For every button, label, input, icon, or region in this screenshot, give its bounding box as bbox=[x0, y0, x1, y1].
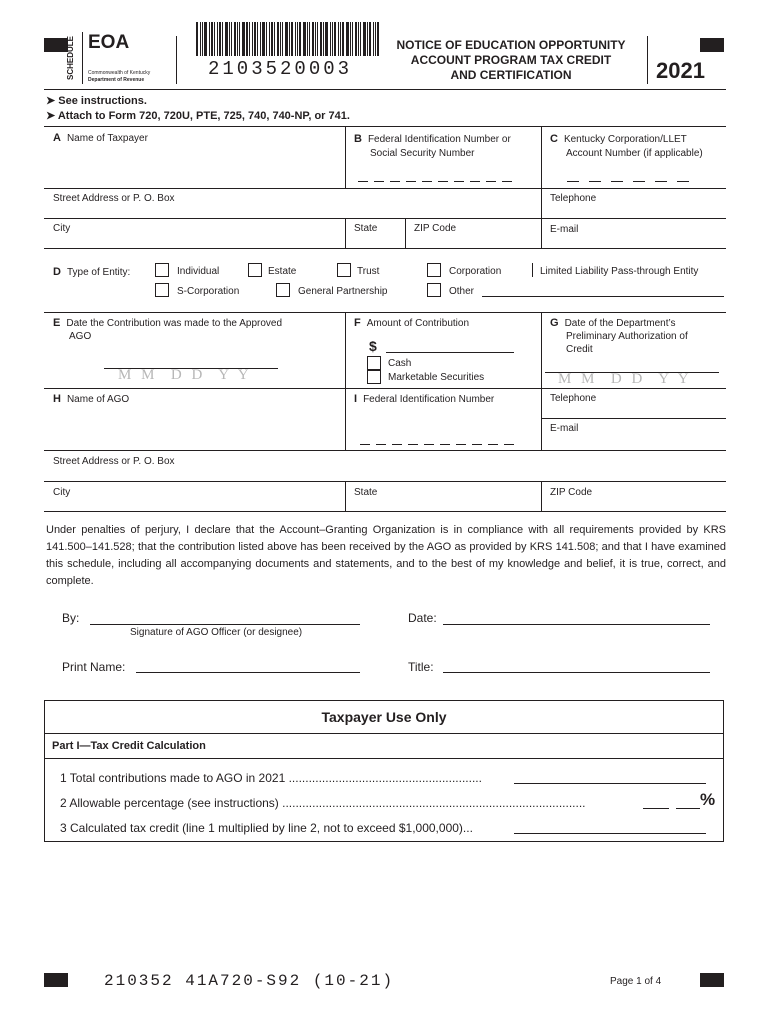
field-street-address[interactable]: Street Address or P. O. Box bbox=[53, 193, 175, 204]
barcode-bar bbox=[340, 22, 341, 56]
barcode-bar bbox=[334, 22, 336, 56]
barcode-bar bbox=[291, 22, 293, 56]
barcode-bar bbox=[325, 22, 328, 56]
taxpayer-use-title: Taxpayer Use Only bbox=[321, 709, 447, 725]
label-authorization-3: Credit bbox=[566, 344, 593, 355]
field-ago-email[interactable]: E-mail bbox=[550, 423, 579, 434]
schedule-divider bbox=[82, 32, 83, 84]
registration-mark-top-left bbox=[44, 38, 68, 52]
perjury-declaration: Under penalties of perjury, I declare that the Account–Granting Organization is in compliance with all requirements provided by KRS 141.500–141.528; that the contribution listed above has been received by the AGO as provided by KRS 141.508; and that I have examined this schedule, including all accompanying documents and statements, and to the best of my knowledge and belief, it is true, correct, and complete. bbox=[46, 524, 726, 587]
barcode-bar bbox=[209, 22, 210, 56]
checkbox-individual[interactable] bbox=[155, 263, 169, 277]
barcode-bar bbox=[266, 22, 267, 56]
letter-d: D bbox=[53, 266, 61, 278]
fein-entry-dashes[interactable] bbox=[358, 181, 512, 182]
barcode-bar bbox=[369, 22, 371, 56]
field-i-ago-fein[interactable] bbox=[354, 393, 494, 405]
line-2-input-b[interactable] bbox=[676, 796, 700, 809]
barcode-bar bbox=[242, 22, 245, 56]
barcode-bar bbox=[254, 22, 256, 56]
label-contribution-date-1: Date the Contribution was made to the Approved bbox=[66, 318, 283, 329]
barcode-bar bbox=[239, 22, 240, 56]
field-city[interactable]: City bbox=[53, 223, 71, 234]
label-trust: Trust bbox=[357, 266, 380, 277]
barcode-bar bbox=[330, 22, 331, 56]
barcode-bar bbox=[274, 22, 275, 56]
signature-caption: Signature of AGO Officer (or designee) bbox=[130, 627, 303, 638]
field-ago-telephone[interactable]: Telephone bbox=[550, 393, 597, 404]
barcode-bar bbox=[375, 22, 376, 56]
checkbox-s-corporation[interactable] bbox=[155, 283, 169, 297]
barcode-bar bbox=[222, 22, 223, 56]
rule-ago-bottom bbox=[44, 511, 726, 512]
barcode-bar bbox=[363, 22, 366, 56]
label-marketable-securities: Marketable Securities bbox=[388, 372, 485, 383]
ago-fein-entry-dashes[interactable] bbox=[360, 444, 514, 445]
form-title-line-2: ACCOUNT PROGRAM TAX CREDIT bbox=[410, 53, 612, 67]
signature-input[interactable] bbox=[90, 612, 360, 625]
label-taxpayer-name: Name of Taxpayer bbox=[66, 133, 148, 144]
rule-ago-tel-email bbox=[541, 418, 726, 419]
label-print-name: Print Name: bbox=[62, 660, 126, 674]
percent-sign: % bbox=[700, 790, 716, 809]
rule-v-city-state bbox=[345, 218, 346, 248]
instructions-line-1: ➤ See instructions. bbox=[46, 95, 147, 107]
checkbox-marketable-securities[interactable] bbox=[367, 370, 381, 384]
agency-line-2: Department of Revenue bbox=[88, 77, 145, 83]
field-ago-city[interactable]: City bbox=[53, 487, 71, 498]
label-by: By: bbox=[62, 611, 80, 625]
footer-form-code: 210352 41A720-S92 (10-21) bbox=[104, 972, 395, 990]
rule-street bbox=[44, 188, 726, 189]
barcode-bar bbox=[317, 22, 318, 56]
barcode-bar bbox=[249, 22, 250, 56]
date-input[interactable] bbox=[443, 612, 710, 625]
letter-e: E bbox=[53, 317, 61, 329]
rule-v-street-tel bbox=[541, 188, 542, 218]
line-3-calculated-credit: 3 Calculated tax credit (line 1 multiplied by line 2, not to exceed $1,000,000)... bbox=[60, 821, 473, 835]
schedule-vertical-label: SCHEDULE bbox=[66, 36, 75, 81]
authorization-date-placeholder: M M D D Y Y bbox=[558, 371, 692, 387]
field-a-taxpayer-name[interactable] bbox=[53, 132, 148, 144]
form-title bbox=[380, 38, 642, 83]
barcode-bar bbox=[262, 22, 265, 56]
label-s-corporation: S-Corporation bbox=[177, 286, 240, 297]
barcode-bar bbox=[320, 22, 322, 56]
label-ky-account-1: Kentucky Corporation/LLET bbox=[563, 134, 687, 145]
print-name-input[interactable] bbox=[136, 660, 360, 673]
letter-g: G bbox=[550, 317, 559, 329]
registration-mark-bottom-left bbox=[44, 973, 68, 987]
barcode-bar bbox=[373, 22, 374, 56]
label-contribution-date-2: AGO bbox=[69, 331, 92, 342]
barcode-bar bbox=[342, 22, 344, 56]
barcode-bar bbox=[285, 22, 288, 56]
form-title-line-1: NOTICE OF EDUCATION OPPORTUNITY bbox=[396, 38, 626, 52]
checkbox-corporation[interactable] bbox=[427, 263, 441, 277]
barcode-bar bbox=[234, 22, 236, 56]
barcode-bar bbox=[323, 22, 324, 56]
field-c-ky-account[interactable] bbox=[550, 132, 703, 161]
line-1-input[interactable] bbox=[514, 771, 706, 784]
rule-v-ago-state-zip bbox=[541, 481, 542, 511]
barcode-bar bbox=[307, 22, 308, 56]
label-ago-name: Name of AGO bbox=[66, 394, 130, 405]
year-divider bbox=[647, 36, 648, 84]
barcode-bar bbox=[295, 22, 296, 56]
label-amount: Amount of Contribution bbox=[366, 318, 470, 329]
barcode-bar bbox=[297, 22, 298, 56]
rule-v-i-tel bbox=[541, 388, 542, 450]
barcode-bar bbox=[332, 22, 333, 56]
label-individual: Individual bbox=[177, 266, 220, 277]
label-date: Date: bbox=[408, 611, 437, 625]
barcode-bar bbox=[309, 22, 310, 56]
barcode-left-bracket bbox=[176, 36, 177, 84]
ky-account-entry-dashes[interactable] bbox=[567, 181, 689, 182]
barcode-bar bbox=[252, 22, 253, 56]
rule-v-bc bbox=[541, 126, 542, 188]
form-title-line-3: AND CERTIFICATION bbox=[450, 68, 572, 82]
barcode-bar bbox=[196, 22, 198, 56]
barcode-bar bbox=[303, 22, 306, 56]
barcode-bar bbox=[211, 22, 213, 56]
field-ago-state[interactable]: State bbox=[354, 487, 378, 498]
entity-type-label bbox=[53, 266, 130, 278]
barcode-bar bbox=[260, 22, 261, 56]
line-2-input-a[interactable] bbox=[643, 796, 669, 809]
line-3-input[interactable] bbox=[514, 821, 706, 834]
barcode-bar bbox=[350, 22, 351, 56]
field-telephone[interactable]: Telephone bbox=[550, 193, 597, 204]
letter-c: C bbox=[550, 133, 558, 145]
field-e-contribution-date bbox=[53, 317, 282, 343]
registration-mark-top-right bbox=[700, 38, 724, 52]
field-h-ago-name[interactable] bbox=[53, 393, 129, 405]
label-fein-1: Federal Identification Number or bbox=[367, 134, 511, 145]
letter-f: F bbox=[354, 317, 361, 329]
amount-input[interactable] bbox=[386, 340, 514, 353]
barcode-bar bbox=[202, 22, 203, 56]
barcode-bar bbox=[377, 22, 379, 56]
rule-taxpayer-use-title bbox=[44, 733, 724, 734]
barcode-bar bbox=[269, 22, 270, 56]
checkbox-general-partnership[interactable] bbox=[276, 283, 290, 297]
barcode-bar bbox=[225, 22, 228, 56]
checkbox-other[interactable] bbox=[427, 283, 441, 297]
rule-v-fg bbox=[541, 312, 542, 388]
label-ky-account-2: Account Number (if applicable) bbox=[566, 148, 703, 159]
label-entity-type: Type of Entity: bbox=[66, 267, 131, 278]
registration-mark-bottom-right bbox=[700, 973, 724, 987]
rule-v-ago-city-state bbox=[345, 481, 346, 511]
form-code: EOA bbox=[88, 32, 130, 53]
barcode-bar bbox=[237, 22, 238, 56]
barcode-bar bbox=[204, 22, 207, 56]
line-2-allowable-percentage: 2 Allowable percentage (see instructions) ........................................................................................... bbox=[60, 796, 586, 810]
barcode-bar bbox=[257, 22, 258, 56]
rule-taxpayer-top bbox=[44, 126, 726, 127]
rule-v-state-zip bbox=[405, 218, 406, 248]
label-corporation: Corporation bbox=[449, 266, 502, 277]
checkbox-cash[interactable] bbox=[367, 356, 381, 370]
field-b-fein-ssn[interactable] bbox=[354, 132, 511, 161]
other-entity-input[interactable] bbox=[482, 284, 724, 297]
letter-h: H bbox=[53, 393, 61, 405]
line-1-total-contributions: 1 Total contributions made to AGO in 2021 .......................................................... bbox=[60, 771, 482, 785]
rule-ago-top bbox=[44, 388, 726, 389]
letter-a: A bbox=[53, 132, 61, 144]
label-estate: Estate bbox=[268, 266, 297, 277]
field-ago-street[interactable]: Street Address or P. O. Box bbox=[53, 456, 175, 467]
rule-v-ef bbox=[345, 312, 346, 388]
checkbox-trust[interactable] bbox=[337, 263, 351, 277]
barcode-bar bbox=[358, 22, 359, 56]
instructions-line-2: ➤ Attach to Form 720, 720U, PTE, 725, 740, 740-NP, or 741. bbox=[46, 110, 350, 122]
rule-city bbox=[44, 218, 726, 219]
barcode-bar bbox=[271, 22, 273, 56]
barcode-bar bbox=[367, 22, 368, 56]
rule-part-1 bbox=[44, 758, 724, 759]
barcode-bar bbox=[280, 22, 281, 56]
dollar-sign: $ bbox=[369, 338, 377, 354]
field-f-amount bbox=[354, 317, 469, 329]
barcode-bar bbox=[315, 22, 316, 56]
field-g-authorization-date bbox=[550, 317, 688, 356]
barcode-number: 2103520003 bbox=[208, 58, 353, 80]
barcode-bar bbox=[219, 22, 221, 56]
title-input[interactable] bbox=[443, 660, 710, 673]
field-ago-zip[interactable]: ZIP Code bbox=[550, 487, 593, 498]
rule-ago-street bbox=[44, 450, 726, 451]
page-number: Page 1 of 4 bbox=[610, 976, 662, 987]
barcode-bar bbox=[355, 22, 357, 56]
field-state[interactable]: State bbox=[354, 223, 378, 234]
label-authorization-1: Date of the Department’s bbox=[564, 318, 676, 329]
label-cash: Cash bbox=[388, 358, 412, 369]
part-1-title: Part I—Tax Credit Calculation bbox=[52, 740, 206, 752]
rule-ago-city bbox=[44, 481, 726, 482]
rule-entity-top bbox=[44, 248, 726, 249]
barcode-bar bbox=[214, 22, 215, 56]
rule-v-ab bbox=[345, 126, 346, 188]
label-ago-fein: Federal Identification Number bbox=[363, 394, 495, 405]
letter-i: I bbox=[354, 393, 358, 405]
label-other: Other bbox=[449, 286, 475, 297]
label-llp: Limited Liability Pass-through Entity bbox=[540, 266, 699, 277]
letter-b: B bbox=[354, 133, 362, 145]
llp-checkbox-divider bbox=[532, 263, 533, 277]
field-zip[interactable]: ZIP Code bbox=[414, 223, 457, 234]
field-email[interactable]: E-mail bbox=[550, 224, 579, 235]
barcode-bar bbox=[360, 22, 361, 56]
label-title: Title: bbox=[408, 660, 434, 674]
agency-line-1: Commonwealth of Kentucky bbox=[88, 70, 151, 76]
barcode bbox=[196, 22, 381, 56]
tax-year: 2021 bbox=[656, 58, 705, 83]
barcode-bar bbox=[346, 22, 349, 56]
barcode-bar bbox=[289, 22, 290, 56]
barcode-bar bbox=[299, 22, 301, 56]
barcode-bar bbox=[352, 22, 353, 56]
contribution-date-placeholder: M M D D Y Y bbox=[118, 367, 252, 383]
rule-v-zip-email bbox=[541, 218, 542, 248]
label-general-partnership: General Partnership bbox=[298, 286, 388, 297]
barcode-bar bbox=[246, 22, 248, 56]
barcode-bar bbox=[277, 22, 279, 56]
barcode-bar bbox=[338, 22, 339, 56]
barcode-bar bbox=[217, 22, 218, 56]
header-rule bbox=[44, 89, 726, 90]
barcode-bar bbox=[229, 22, 230, 56]
label-authorization-2: Preliminary Authorization of bbox=[566, 331, 688, 342]
barcode-bar bbox=[200, 22, 201, 56]
barcode-bar bbox=[231, 22, 232, 56]
rule-v-hi bbox=[345, 388, 346, 450]
label-fein-2: Social Security Number bbox=[370, 148, 475, 159]
barcode-bar bbox=[312, 22, 314, 56]
rule-contribution-top bbox=[44, 312, 726, 313]
barcode-bar bbox=[282, 22, 283, 56]
checkbox-estate[interactable] bbox=[248, 263, 262, 277]
